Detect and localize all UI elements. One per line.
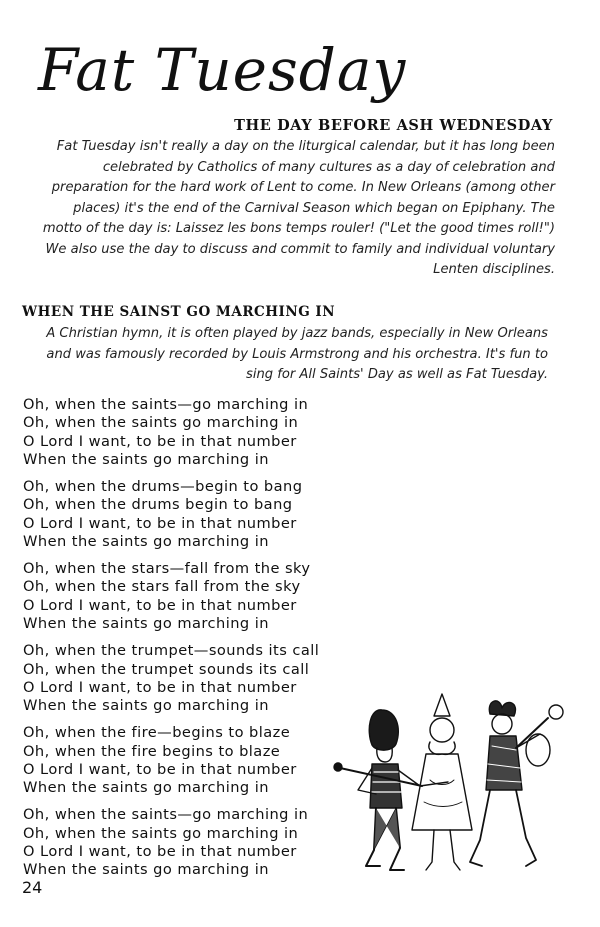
lyric-line: Oh, when the saints go marching in	[23, 414, 299, 432]
lyric-line: When the saints go marching in	[23, 697, 269, 715]
lyric-line: Oh, when the saints—go marching in	[23, 396, 309, 413]
verse-3	[23, 560, 403, 633]
song-intro-paragraph: A Christian hymn, it is often played by jazz bands, especially in New Orleans and was famously recorded by Louis Armstrong and his orchestra. It's fun to sing for All Saints' Day as well as Fat Tuesday.	[46, 326, 548, 382]
lyric-line: Oh, when the drums—begin to bang	[23, 478, 303, 496]
lyric-line: O Lord I want, to be in that number	[23, 842, 297, 860]
intro-paragraph	[40, 137, 555, 281]
page-title: Fat Tuesday	[38, 36, 407, 104]
clown-figure	[412, 694, 472, 870]
lyric-line: When the saints go marching in	[23, 615, 269, 633]
verse-2	[23, 478, 403, 551]
lyric-line: Oh, when the trumpet—sounds its call	[23, 642, 320, 660]
lyric-line: When the saints go marching in	[23, 450, 269, 468]
lyric-line: Oh, when the stars fall from the sky	[23, 578, 301, 596]
lyric-line: Oh, when the fire—begins to blaze	[23, 724, 291, 742]
lyric-line: Oh, when the saints go marching in	[23, 824, 299, 842]
song-heading: WHEN THE SAINST GO MARCHING IN	[22, 304, 336, 320]
carnival-parade-illustration	[330, 690, 570, 880]
lyric-line: O Lord I want, to be in that number	[23, 432, 297, 450]
lyric-line: O Lord I want, to be in that number	[23, 514, 297, 532]
lyric-line: When the saints go marching in	[23, 779, 269, 797]
page-subtitle: THE DAY BEFORE ASH WEDNESDAY	[234, 117, 553, 134]
lyric-line: O Lord I want, to be in that number	[23, 596, 297, 614]
lyric-line: Oh, when the stars—fall from the sky	[23, 560, 311, 578]
lyric-line: Oh, when the fire begins to blaze	[23, 742, 281, 760]
lyric-line: When the saints go marching in	[23, 861, 269, 879]
lyric-line: When the saints go marching in	[23, 532, 269, 550]
lyric-line: Oh, when the drums begin to bang	[23, 496, 293, 514]
jester-figure	[470, 701, 563, 866]
lyric-line: Oh, when the trumpet sounds its call	[23, 660, 310, 678]
lyric-line: O Lord I want, to be in that number	[23, 678, 297, 696]
verse-1	[23, 396, 403, 469]
lyric-line: O Lord I want, to be in that number	[23, 760, 297, 778]
intro-text: Fat Tuesday isn't really a day on the liturgical calendar, but it has long been celebrated by Catholics of many cultures as a day of celebration and preparation for the hard work of Lent to come. In New Orleans (among other places) it's the end of the Carnival Season which began on Epiphany. The motto of the day is: Laissez les bons temps rouler! ("Let the good times roll!") We also use the day to discuss and commit to family and individual voluntary Lenten disciplines.	[42, 139, 555, 277]
page-number: 24	[22, 878, 43, 897]
lyric-line: Oh, when the saints—go marching in	[23, 806, 309, 824]
